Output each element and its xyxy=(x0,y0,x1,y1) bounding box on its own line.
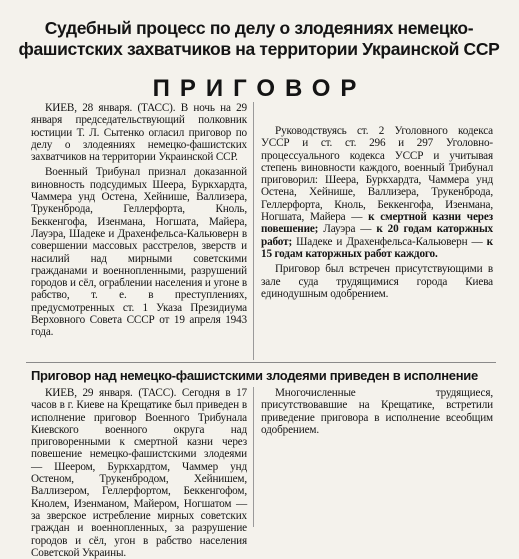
sentence-others: Шадеке и Драхенфельса-Кальюверн — xyxy=(292,235,483,248)
column-divider xyxy=(253,102,254,360)
article-column-left xyxy=(31,102,247,339)
article-paragraph: Многочисленные трудящиеся, присутствовавшие на Крещатике, встретили приведение приговора в исполнение всеобщим одобрением. xyxy=(261,387,493,436)
article-column-right xyxy=(261,125,493,300)
sentence-fifteen-years: к 15 годам каторжных работ каждого. xyxy=(261,235,493,260)
sentence-death: к смертной казни через повешение; xyxy=(261,211,493,236)
column-divider xyxy=(253,387,254,527)
sentence-paragraph xyxy=(261,125,493,260)
sentence-lead: Руководствуясь ст. 2 Уголовного кодекса УССР и ст. ст. 296 и 297 Уголовно-процессуального кодекса УССР и учитывая степень виновности каждого, военный Трибунал приговорил: Шеера, Буркхардта, Чаммера унд Остена, Хейнише, Валлизера, Трукенброда, Геллерфорта, Кноль, Беккенгофа, Изенмана, Ногшата, Майера — xyxy=(261,125,493,224)
sentence-twenty-years: к 20 годам каторжных работ; xyxy=(261,223,493,248)
article-headline-2: Приговор над немецко-фашистскими злодеями приведен в исполнение xyxy=(31,368,478,383)
verdict-title: ПРИГОВОР xyxy=(152,75,367,102)
sentence-lauer: Лауэра — xyxy=(318,223,372,236)
article-paragraph: КИЕВ, 29 января. (ТАСС). Сегодня в 17 часов в г. Киеве на Крещатике был приведен в исполнение приговор Военного Трибунала Киевского военного округа над приговоренными к смертной казни через повешение немецко-фашистскими злодеями — Шеером, Буркхардтом, Чаммер унд Остеном, Трукенбродом, Хейнишем, Валлизером, Геллерфортом, Беккенгофом, Кнолем, Изенманом, Майером, Ногшатом — за зверское истребление мирных советских граждан и военнопленных, за разрушение городов и сёл, угон в рабство населения Советской Украины. xyxy=(31,387,247,559)
article2-column-left xyxy=(31,387,247,559)
article-headline: Судебный процесс по делу о злодеяниях немецко-фашистских захватчиков на территории Украинской ССР xyxy=(18,18,500,59)
article2-column-right xyxy=(261,387,493,436)
section-divider xyxy=(26,362,496,363)
article-paragraph: КИЕВ, 28 января. (ТАСС). В ночь на 29 января председательствующий полковник юстиции Т. Л. Сытенко огласил приговор по делу о злодеяниях немецко-фашистских захватчиков на территории Украинской ССР. xyxy=(31,102,247,164)
article-paragraph: Приговор был встречен присутствующими в зале суда трудящимися города Киева единодушным одобрением. xyxy=(261,263,493,300)
article-paragraph: Военный Трибунал признал доказанной виновность подсудимых Шеера, Буркхардта, Чаммера унд Остена, Хейнише, Валлизера, Трукенброда, Геллерфорта, Кноль, Беккенгофа, Изенмана, Ногшата, Майера, Лауэра, Шадеке и Драхенфельса-Кальюверн в совершении массовых расстрелов, зверств и насилий над мирными советскими гражданами и военнопленными, разрушений городов и сёл, ограблении населения и угоне в рабство, т. е. в преступлениях, предусмотренных ст. 1 Указа Президиума Верховного Совета СССР от 19 апреля 1943 года. xyxy=(31,166,247,339)
